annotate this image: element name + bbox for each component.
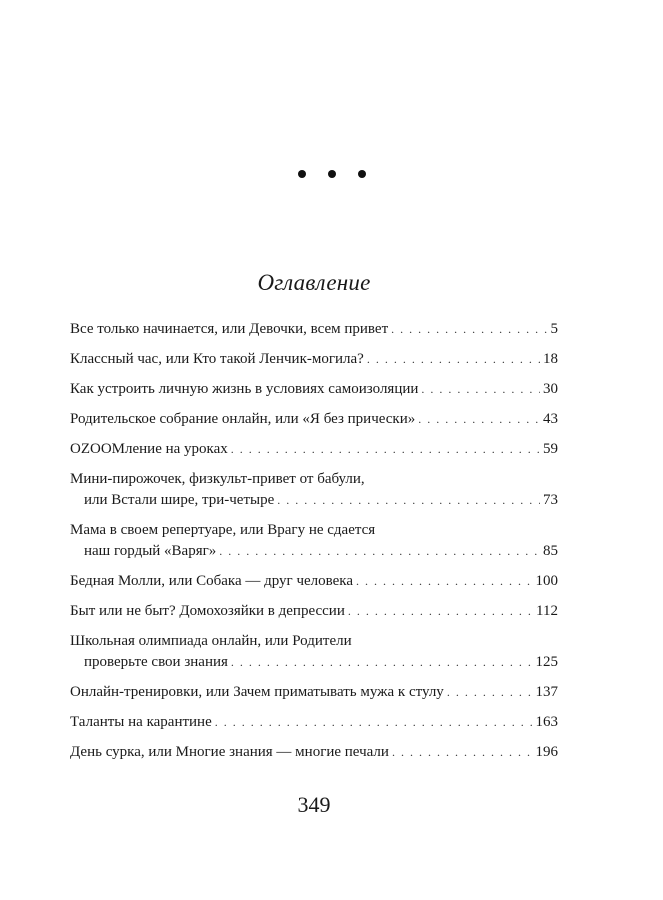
toc-entry: [70, 469, 558, 520]
toc-entry: [70, 682, 558, 712]
dot-leader: [391, 319, 547, 340]
toc-entry-title-continued: или Встали шире, три-четыре: [84, 492, 275, 508]
ornament-dot: [298, 170, 306, 178]
toc-entry-page: 73: [543, 492, 558, 508]
toc-entry-page: 85: [543, 543, 558, 559]
dot-leader: [356, 571, 532, 592]
toc-entry-page: 30: [543, 381, 558, 397]
ornament-dot: [328, 170, 336, 178]
toc-entry: [70, 631, 558, 682]
toc-entry-page: 5: [550, 321, 558, 337]
toc-entry-title: Онлайн-тренировки, или Зачем приматывать мужа к стулу: [70, 684, 444, 700]
dot-leader: [231, 439, 540, 460]
toc-entry: [70, 439, 558, 469]
toc-entry: [70, 520, 558, 571]
toc-entry-title: Как устроить личную жизнь в условиях самоизоляции: [70, 381, 419, 397]
page-number: 349: [297, 792, 331, 817]
dot-leader: [447, 682, 533, 703]
dot-leader: [421, 379, 540, 400]
toc-entry-title: Школьная олимпиада онлайн, или Родители: [70, 633, 352, 649]
toc-entry-title: Все только начинается, или Девочки, всем привет: [70, 321, 389, 337]
toc-entry-title-continued: проверьте свои знания: [84, 654, 228, 670]
toc-entry-title: Бедная Молли, или Собака — друг человека: [70, 573, 354, 589]
toc-entry-page: 18: [543, 351, 558, 367]
dot-leader: [231, 652, 533, 673]
toc-entry: [70, 409, 558, 439]
toc-entry-page: 196: [535, 744, 558, 760]
toc-entry: [70, 712, 558, 742]
toc-entry-title: OZOOМление на уроках: [70, 441, 228, 457]
dot-leader: [219, 541, 540, 562]
toc-entry: [70, 319, 558, 349]
dot-leader: [392, 742, 533, 763]
dot-leader: [277, 490, 540, 511]
toc-entry-page: 163: [535, 714, 558, 730]
toc-entry-title: Мини-пирожочек, физкульт-привет от бабули,: [70, 471, 365, 487]
toc-entry-title: День сурка, или Многие знания — многие печали: [70, 744, 389, 760]
toc-entry-page: 100: [535, 573, 558, 589]
toc-entry-title: Таланты на карантине: [70, 714, 212, 730]
toc-entry-page: 59: [543, 441, 558, 457]
toc-entry-title: Классный час, или Кто такой Ленчик-могила?: [70, 351, 364, 367]
toc-entry: [70, 742, 558, 772]
toc-entry-title: Мама в своем репертуаре, или Врагу не сдается: [70, 522, 376, 538]
dot-leader: [348, 601, 533, 622]
toc-entry-page: 43: [543, 411, 558, 427]
toc-entry-title-continued: наш гордый «Варяг»: [84, 543, 217, 559]
toc-entry-page: 112: [536, 603, 558, 619]
dot-leader: [367, 349, 540, 370]
toc-entry-page: 137: [535, 684, 558, 700]
toc-entry: [70, 601, 558, 631]
toc-entry-title: Быт или не быт? Домохозяйки в депрессии: [70, 603, 345, 619]
table-of-contents: [70, 319, 558, 772]
dot-leader: [418, 409, 540, 430]
ornament-dot: [358, 170, 366, 178]
toc-title: Оглавление: [257, 270, 371, 295]
toc-entry-page: 125: [535, 654, 558, 670]
toc-entry: [70, 571, 558, 601]
dot-leader: [215, 712, 533, 733]
ornament-dots: [0, 170, 663, 178]
toc-entry-title: Родительское собрание онлайн, или «Я без прически»: [70, 411, 416, 427]
toc-entry: [70, 379, 558, 409]
toc-entry: [70, 349, 558, 379]
